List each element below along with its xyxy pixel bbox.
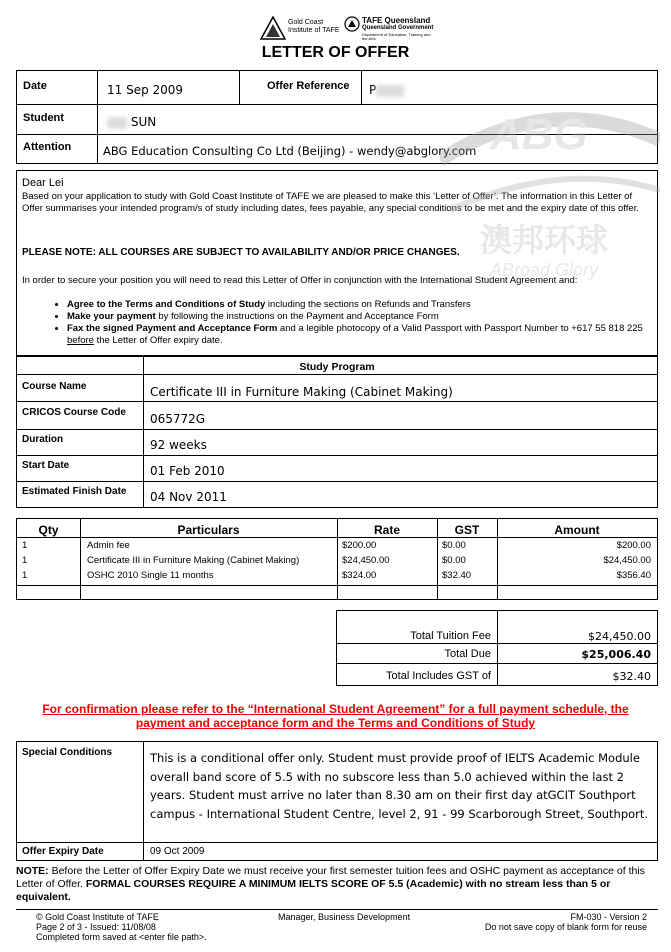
tuition-label: Total Tuition Fee bbox=[410, 630, 491, 642]
redacted-mark bbox=[107, 117, 127, 129]
totals-table bbox=[336, 610, 658, 686]
footer-center: Manager, Business Development bbox=[278, 912, 411, 922]
cricos-value: 065772G bbox=[150, 412, 206, 426]
watermark-text: ABG bbox=[490, 110, 588, 159]
watermark-chinese: 澳邦环球 bbox=[480, 222, 609, 258]
duration-value: 92 weeks bbox=[150, 438, 207, 452]
course-name-value: Certificate III in Furniture Making (Cabinet Making) bbox=[150, 385, 453, 399]
letter-body bbox=[16, 170, 658, 356]
greeting: Dear Lei bbox=[22, 177, 64, 189]
tafe-logo-dept: Department of Education, Training and the Arts bbox=[362, 32, 431, 41]
page-title: LETTER OF OFFER bbox=[261, 44, 410, 61]
list-item: • Fax the signed Payment and Acceptance Form and a legible photocopy of a Valid Passport with Passport Number to +617 55 818 225 before the Letter of Offer expiry date. bbox=[67, 323, 653, 347]
gst-total-value: $32.40 bbox=[612, 670, 651, 683]
confirmation-line-2: payment and acceptance form and the Terms and Conditions of Study bbox=[135, 716, 536, 730]
cricos-label: CRICOS Course Code bbox=[22, 407, 126, 418]
special-conditions-value: This is a conditional offer only. Student must provide proof of IELTS Academic Module overall band score of 5.5 with no subscore less than 5.0 achieved within the last 2 years. Student must arrive no later than 8.30 am on their first day atGCIT Southport campus - International Student Centre, level 2, 91 - 99 Scarborough Street, Southport. bbox=[150, 751, 649, 821]
due-label: Total Due bbox=[444, 648, 491, 660]
table-row: 1 Certificate III in Furniture Making (Cabinet Making) $24,450.00 $0.00 $24,450.00 bbox=[22, 555, 651, 566]
expiry-label: Offer Expiry Date bbox=[22, 846, 104, 857]
watermark-subtext: ABroad Glory bbox=[490, 260, 599, 280]
study-program-heading: Study Program bbox=[299, 361, 375, 373]
offer-reference-label: Offer Reference bbox=[267, 80, 350, 92]
instructions-paragraph: In order to secure your position you will need to read this Letter of Offer in conjunction with the International Student Agreement and: bbox=[22, 275, 578, 286]
start-date-label: Start Date bbox=[22, 460, 70, 471]
special-conditions-label: Special Conditions bbox=[22, 747, 113, 758]
due-value: $25,006.40 bbox=[581, 648, 651, 661]
note-paragraph: NOTE: Before the Letter of Offer Expiry Date we must receive your first semester tuition fees and OSHC payment as acceptance of this Letter of Offer. FORMAL COURSES REQUIRE A MINIMUM IELTS SCORE OF 5.5 (Academic) with no stream less than 5 or equivalent. bbox=[16, 865, 645, 903]
gold-coast-logo bbox=[260, 16, 340, 42]
student-label: Student bbox=[23, 112, 64, 124]
footer-right: FM-030 - Version 2 Do not save copy of blank form for reuse bbox=[484, 912, 647, 932]
col-rate: Rate bbox=[373, 523, 400, 537]
goldcoast-logo-subtext: Institute of TAFE bbox=[288, 27, 340, 34]
confirmation-line-1: For confirmation please refer to the “International Student Agreement” for a full payment schedule, the bbox=[42, 702, 629, 716]
study-program-table bbox=[16, 356, 658, 508]
col-gst: GST bbox=[454, 523, 480, 537]
list-item: • Agree to the Terms and Conditions of Study including the sections on Refunds and Transfers bbox=[67, 299, 653, 311]
tafe-logo-gov: Queensland Government bbox=[362, 25, 434, 31]
intro-paragraph: Based on your application to study with Gold Coast Institute of TAFE we are pleased to make this ‘Letter of Offer’. The information in this Letter of Offer summarises your intended program/s of study including dates, fees payable, any special conditions to be met and the expiry date of this offer. bbox=[22, 191, 639, 214]
col-amount: Amount bbox=[554, 523, 600, 537]
redacted-mark bbox=[376, 85, 404, 97]
duration-label: Duration bbox=[22, 434, 64, 445]
tafe-crest-icon bbox=[344, 16, 360, 32]
student-value: SUN bbox=[107, 115, 156, 129]
course-name-label: Course Name bbox=[22, 381, 87, 392]
offer-reference-value: P bbox=[369, 83, 404, 97]
date-label: Date bbox=[23, 80, 47, 92]
expiry-value: 09 Oct 2009 bbox=[150, 846, 205, 857]
fees-table bbox=[16, 518, 658, 600]
start-date-value: 01 Feb 2010 bbox=[150, 464, 225, 478]
tuition-value: $24,450.00 bbox=[588, 630, 651, 643]
footer-left: © Gold Coast Institute of TAFE Page 2 of 3 - Issued: 11/08/08 Completed form saved at <enter file path>. bbox=[36, 912, 207, 942]
attention-label: Attention bbox=[23, 141, 72, 153]
tafe-logo-text: TAFE Queensland bbox=[362, 16, 431, 25]
header-table bbox=[16, 70, 658, 164]
please-note: PLEASE NOTE: ALL COURSES ARE SUBJECT TO AVAILABILITY AND/OR PRICE CHANGES. bbox=[22, 247, 460, 258]
instructions-list bbox=[17, 299, 653, 347]
list-item: • Make your payment by following the instructions on the Payment and Acceptance Form bbox=[67, 311, 653, 323]
col-particulars: Particulars bbox=[177, 523, 240, 537]
finish-date-value: 04 Nov 2011 bbox=[150, 490, 227, 504]
conditions-table bbox=[16, 741, 658, 861]
attention-value: ABG Education Consulting Co Ltd (Beijing) - wendy@abglory.com bbox=[103, 144, 477, 158]
gst-total-label: Total Includes GST of bbox=[386, 670, 491, 682]
col-qty: Qty bbox=[38, 523, 59, 537]
goldcoast-logo-text: Gold Coast bbox=[288, 19, 324, 26]
gold-coast-triangle-icon bbox=[260, 16, 286, 40]
finish-date-label: Estimated Finish Date bbox=[22, 486, 127, 497]
table-row: 1 Admin fee $200.00 $0.00 $200.00 bbox=[22, 540, 651, 551]
date-value: 11 Sep 2009 bbox=[107, 83, 184, 97]
tafe-queensland-logo bbox=[344, 14, 434, 42]
table-row: 1 OSHC 2010 Single 11 months $324.00 $32.40 $356.40 bbox=[22, 570, 651, 581]
